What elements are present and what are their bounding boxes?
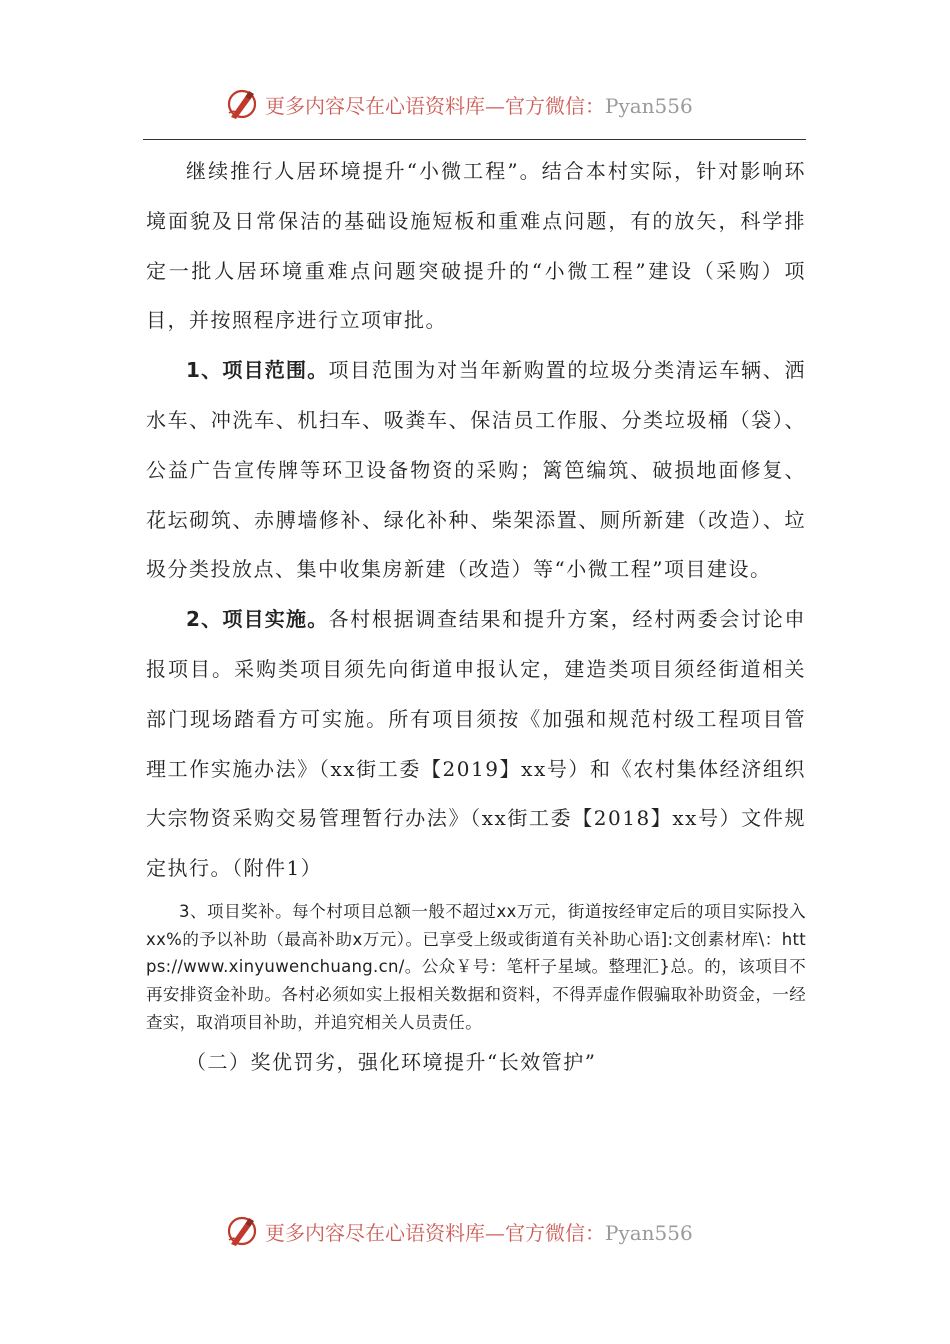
item-1-title: 1、项目范围。 [186,358,329,383]
pen-logo-icon [225,1214,259,1248]
section-heading: （二）奖优罚劣，强化环境提升“长效管护” [186,1050,597,1075]
footer-wechat-id: Pyan556 [605,1220,693,1245]
header-divider [143,139,806,140]
pen-logo-icon [225,87,259,121]
item-1-text: 项目范围为对当年新购置的垃圾分类清运车辆、洒水车、冲洗车、机扫车、吸粪车、保洁员工作服、分类垃圾桶（袋）、公益广告宣传牌等环卫设备物资的采购；篱笆编筑、破损地面修复、花坛砌筑、赤膊墙修补、绿化补种、柴架添置、厕所新建（改造）、垃圾分类投放点、集中收集房新建（改造）等“小微工程”项目建设。 [146,358,806,582]
item-2-paragraph [146,595,806,894]
header-banner [225,84,745,124]
footer-banner [225,1211,745,1251]
item-1-paragraph [146,346,806,595]
item-2-text: 各村根据调查结果和提升方案，经村两委会讨论申报项目。采购类项目须先向街道申报认定，建造类项目须经街道相关部门现场踏看方可实施。所有项目须按《加强和规范村级工程项目管理工作实施办法》（xx街工委【2019】xx号）和《农村集体经济组织大宗物资采购交易管理暂行办法》（xx街工委【2018】xx号）文件规定执行。（附件1） [146,607,806,881]
header-brand-text: 更多内容尽在心语资料库—官方微信：Pyan556 [265,93,693,118]
item-3-paragraph: 3、项目奖补。每个村项目总额一般不超过xx万元，街道按经审定后的项目实际投入xx%的予以补助（最高补助x万元）。已享受上级或街道有关补助心语]:文创素材库\：https://www.xinyuwenchuang.cn/。公众￥号：笔杆子星域。整理汇}总。的，该项目不再安排资金补助。各村必须如实上报相关数据和资料，不得弄虚作假骗取补助资金，一经查实，取消项目补助，并追究相关人员责任。 [146,901,806,1032]
footer-brand-text: 更多内容尽在心语资料库—官方微信：Pyan556 [265,1220,693,1245]
header-wechat-id: Pyan556 [605,93,693,118]
intro-paragraph: 继续推行人居环境提升“小微工程”。结合本村实际，针对影响环境面貌及日常保洁的基础设施短板和重难点问题，有的放矢，科学排定一批人居环境重难点问题突破提升的“小微工程”建设（采购）项目，并按照程序进行立项审批。 [146,159,806,333]
document-body [146,147,806,1084]
item-2-title: 2、项目实施。 [186,607,329,632]
